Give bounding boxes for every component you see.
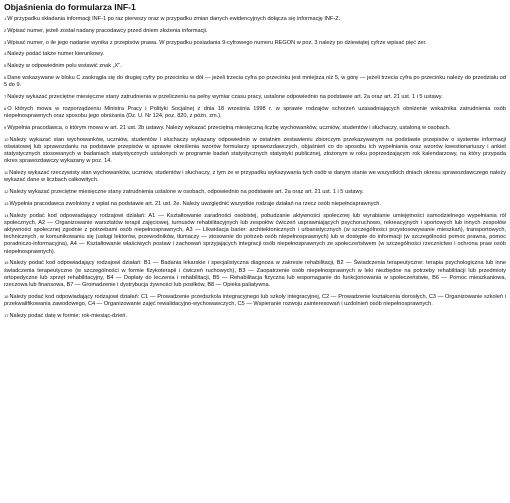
- footnote-number: 14: [4, 212, 9, 218]
- footnote-number: 13: [4, 200, 9, 206]
- footnote-item: [4, 106, 506, 120]
- footnote-number: 2: [4, 27, 7, 33]
- notes-list: [4, 16, 506, 320]
- footnote-item: [4, 213, 506, 256]
- footnote-item: [4, 16, 506, 23]
- footnote-number: 8: [4, 105, 7, 111]
- page-title: Objaśnienia do formularza INF-1: [4, 2, 136, 12]
- footnote-text: Należy podać kod odpowiadający rodzajowi działań: A1 — Kształtowanie zaradności osobistej, pobudzanie aktywności społecznej lub wyrabianie umiejętności samodzielnego wypełniania ról społecznych, A2 — Organizowanie warsztatów terapii zajęciowej, turnusów rehabilitacyjnych lub zespołów ćwiczeń usprawniających psychoruchowo, rekreacyjnych i sportowych lub innych zespołów aktywności społecznej zgodnie z potrzebami osób niepełnosprawnych, A3 — Likwidacja barier: architektonicznych i urbanistycznych (w szczególności przystosowywanie mieszkań), transportowych, technicznych, w komunikowaniu się (usługi lektorów, przewodników, tłumaczy — stosownie do potrzeb osób niepełnosprawnych) lub w dostępie do informacji (w szczególności pomoc prawna, pomoc poradniczo-informacyjna), A4 — Kształtowanie właściwych postaw i zachowań sprzyjających integracji osób niepełnosprawnych ze społeczeństwem (w szczególności rzecznictwo i ochrona praw osób niepełnosprawnych).: [4, 212, 506, 255]
- footnote-item: [4, 51, 506, 58]
- footnote-text: Należy podać kod odpowiadający rodzajowi działań: C1 — Prowadzenie przedszkola integracyjnego lub szkoły integracyjnej, C2 — Prowadzenie kształcenia dorosłych, C3 — Organizowanie szkoleń i przekwalifikowania zawodowego, C4 — Organizowanie zajęć rewalidacyjno-wychowawczych, C5 — Wspieranie rozwoju zainteresowań i uzdolnień osób niepełnosprawnych.: [4, 293, 506, 307]
- footnote-item: [4, 75, 506, 89]
- footnote-item: [4, 94, 506, 101]
- footnote-number: 3: [4, 39, 7, 45]
- footnote-text: Wypełnia pracodawca zwolniony z wpłat na podstawie art. 21 ust. 2e. Należy uwzględnić wszystkie rodzaje działań na rzecz osób niepełnosprawnych.: [9, 200, 381, 207]
- footnote-item: [4, 125, 506, 132]
- footnote-item: [4, 28, 506, 35]
- footnote-number: 10: [4, 136, 9, 142]
- footnote-number: 1: [4, 16, 7, 21]
- footnote-item: [4, 170, 506, 184]
- footnote-number: 11: [4, 169, 9, 175]
- footnote-number: 16: [4, 293, 9, 299]
- footnote-text: Wpisać numer, o ile jego nadanie wynika z przepisów prawa. W przypadku posiadania 9-cyfrowego numeru REGON w poz. 3 należy po dziewiątej cyfrze wpisać pięć zer.: [7, 39, 427, 46]
- footnote-text: Należy wykazać stan wychowanków, uczniów, studentów i słuchaczy wykazany odpowiednio w ostatnim zestawieniu zbiorczym przekazywanym na podstawie przepisów o systemie informacji oświatowej lub sprawozdaniu na podstawie przepisów w sprawie określenia wzorów formularzy sprawozdawczych, objaśnień co do sposobu ich wypełniania oraz wzorów kwestionariuszy i ankiet statystycznych stosowanych w badaniach statystycznych ustalonych w programie badań statystycznych statystyki publicznej, złożonym w roku poprzedzającym rok kalendarzowy, na który przypada okres sprawozdawczy wykazany w poz. 14.: [4, 136, 506, 165]
- footnote-text: Należy podać także numer kierunkowy.: [7, 51, 105, 58]
- footnote-text: Wpisać numer, jeżeli został nadany pracodawcy przed dniem złożenia informacji.: [7, 27, 208, 34]
- footnote-text: Należy wykazać przeciętne miesięczne stany zatrudnienia w przeliczeniu na pełny wymiar czasu pracy, ustalone odpowiednio na podstawie art. 2a oraz art. 21 ust. 1 i 5 ustawy.: [7, 93, 443, 100]
- footnote-number: 17: [4, 312, 9, 318]
- footnote-item: [4, 313, 506, 320]
- footnote-text: Należy wykazać rzeczywisty stan wychowanków, uczniów, studentów i słuchaczy, z tym że w przypadku wykazywania tych osób w danym stanie we wszystkich dniach okresu sprawozdawczego należy wykazać dane w liczbach całkowitych.: [4, 169, 506, 184]
- footnote-number: 12: [4, 188, 9, 194]
- footnote-number: 4: [4, 51, 7, 57]
- footnote-number: 15: [4, 260, 9, 266]
- footnote-item: [4, 40, 506, 47]
- footnote-item: [4, 294, 506, 308]
- footnote-item: [4, 137, 506, 166]
- footnote-text: O których mowa w rozporządzeniu Ministra Pracy i Polityki Socjalnej z dnia 18 września 1998 r. w sprawie rodzajów schorzeń uzasadniających obniżenie wskaźnika zatrudnienia osób niepełnosprawnych oraz sposobu jego obniżania (Dz. U. Nr 124, poz. 820, z późn. zm.).: [4, 105, 506, 119]
- footnote-item: [4, 260, 506, 289]
- footnote-text: Należy w odpowiednim polu wstawić znak „X”.: [7, 63, 122, 70]
- footnote-item: [4, 63, 506, 70]
- footnote-item: [4, 201, 506, 208]
- footnote-number: 6: [4, 74, 7, 80]
- footnote-text: Należy podać kod odpowiadający rodzajowi działań: B1 — Badania lekarskie i specjalistyczna diagnoza w zakresie rehabilitacji, B2 — Świadczenia terapeutyczne: terapia psychologiczna lub inne świadczenia terapeutyczne (w szczególności w formie fizykoterapii i ćwiczeń ruchowych), B3 — Zaopatrzenie osób niepełnosprawnych w leki niezbędne na potrzeby rehabilitacji lub przedmioty ortopedyczne lub sprzęt rehabilitacyjny, B4 — Dopłaty do leczenia i rehabilitacji, B5 — Rehabilitacja fizyczna lub wspomaganie do funkcjonowania w społeczeństwie, B6 — Pomoc mieszkaniowa, rzeczowa lub finansowa, B7 — Gromadzenie i dystrybucja żywności lub posiłków, B8 — Opieka paliatywna.: [4, 260, 506, 288]
- footnote-text: Dane wskazywane w bloku C zaokrągla się do drugiej cyfry po przecinku w dół — jeżeli trzecia cyfra po przecinku jest mniejsza niż 5, w górę — jeżeli trzecia cyfra po przecinku należy do przedziału od 5 do 9.: [4, 74, 506, 89]
- footnote-text: Należy wykazać przeciętne miesięczne stany zatrudnienia ustalone w osobach, odpowiednio na podstawie art. 2a oraz art. 21 ust. 1 i 5 ustawy.: [9, 188, 364, 195]
- footnote-text: Należy podać datę w formie: rok-miesiąc-dzień.: [9, 312, 127, 319]
- footnote-text: Wypełnia pracodawca, o którym mowa w art. 21 ust. 2b ustawy. Należy wykazać przeciętną miesięczną liczbę wychowanków, uczniów, studentów i słuchaczy, ustaloną w osobach.: [7, 124, 451, 131]
- footnote-number: 7: [4, 93, 7, 99]
- footnote-text: W przypadku składania informacji INF-1 po raz pierwszy oraz w przypadku zmian danych ewidencyjnych dołącza się informację INF-Z.: [7, 16, 341, 22]
- footnote-number: 9: [4, 124, 7, 130]
- footnote-number: 5: [4, 63, 7, 69]
- footnote-item: [4, 189, 506, 196]
